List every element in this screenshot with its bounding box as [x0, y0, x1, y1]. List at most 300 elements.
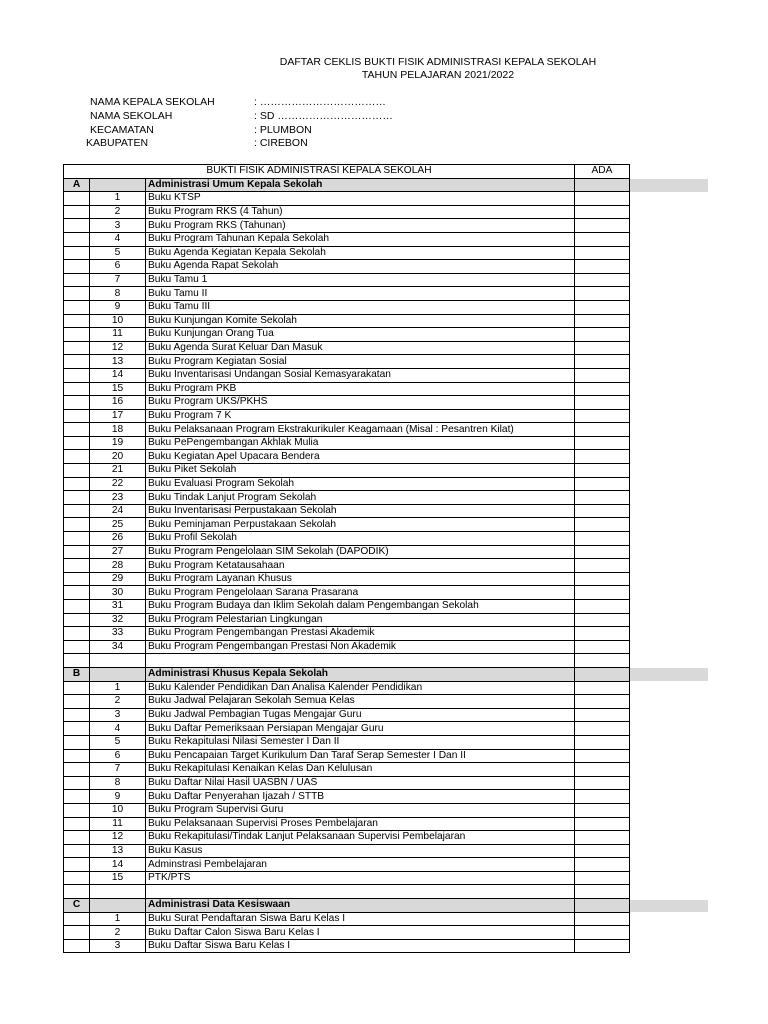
table-row: [64, 246, 630, 260]
row-item: Buku Jadwal Pembagian Tugas Mengajar Guru: [146, 708, 575, 722]
blank-row: [64, 654, 630, 668]
table-row: [64, 314, 630, 328]
header-bukti-fisik: BUKTI FISIK ADMINISTRASI KEPALA SEKOLAH: [64, 165, 575, 179]
row-number: 7: [90, 273, 146, 287]
row-item: Buku Tamu III: [146, 300, 575, 314]
ada-checkbox-cell[interactable]: [575, 803, 630, 817]
row-item: Buku Tindak Lanjut Program Sekolah: [146, 491, 575, 505]
table-row: [64, 613, 630, 627]
row-number: 2: [90, 695, 146, 709]
ada-checkbox-cell[interactable]: [575, 776, 630, 790]
row-item: Buku Program Tahunan Kepala Sekolah: [146, 232, 575, 246]
row-item: Buku Kalender Pendidikan Dan Analisa Kalender Pendidikan: [146, 681, 575, 695]
row-number: 14: [90, 368, 146, 382]
row-code-cell: [64, 409, 90, 423]
row-code-cell: [64, 504, 90, 518]
row-item: Buku Daftar Nilai Hasil UASBN / UAS: [146, 776, 575, 790]
row-number: 9: [90, 300, 146, 314]
ada-checkbox-cell[interactable]: [575, 735, 630, 749]
ada-checkbox-cell[interactable]: [575, 396, 630, 410]
ada-checkbox-cell[interactable]: [575, 572, 630, 586]
row-code-cell: [64, 232, 90, 246]
row-item: Buku Inventarisasi Perpustakaan Sekolah: [146, 504, 575, 518]
ada-checkbox-cell[interactable]: [575, 300, 630, 314]
table-row: [64, 341, 630, 355]
row-code-cell: [64, 341, 90, 355]
ada-checkbox-cell[interactable]: [575, 926, 630, 940]
row-code-cell: [64, 246, 90, 260]
row-number: 1: [90, 912, 146, 926]
row-number: 17: [90, 409, 146, 423]
row-number: 29: [90, 572, 146, 586]
row-number: 21: [90, 464, 146, 478]
ada-checkbox-cell[interactable]: [575, 681, 630, 695]
row-number: 11: [90, 817, 146, 831]
row-number: 8: [90, 776, 146, 790]
row-code-cell: [64, 939, 90, 953]
row-item: Buku Kegiatan Apel Upacara Bendera: [146, 450, 575, 464]
row-code-cell: [64, 871, 90, 885]
row-code-cell: [64, 803, 90, 817]
table-row: [64, 763, 630, 777]
ada-checkbox-cell[interactable]: [575, 532, 630, 546]
table-row: [64, 600, 630, 614]
ada-checkbox-cell[interactable]: [575, 491, 630, 505]
row-code-cell: [64, 219, 90, 233]
table-row: [64, 586, 630, 600]
ada-checkbox-cell[interactable]: [575, 695, 630, 709]
row-number: 13: [90, 355, 146, 369]
info-value-sekolah: : SD ……………………………: [254, 110, 393, 122]
row-item: Buku Program Budaya dan Iklim Sekolah dalam Pengembangan Sekolah: [146, 600, 575, 614]
table-row: [64, 464, 630, 478]
ada-checkbox-cell[interactable]: [575, 450, 630, 464]
row-number: 3: [90, 219, 146, 233]
ada-checkbox-cell[interactable]: [575, 763, 630, 777]
row-number: 30: [90, 586, 146, 600]
info-value-kecamatan: : PLUMBON: [254, 124, 312, 136]
ada-checkbox-cell[interactable]: [575, 246, 630, 260]
row-number: 11: [90, 328, 146, 342]
table-row: [64, 328, 630, 342]
row-item: Buku Program RKS (4 Tahun): [146, 205, 575, 219]
document-subtitle: TAHUN PELAJARAN 2021/2022: [361, 69, 515, 81]
row-number: 10: [90, 803, 146, 817]
row-number: 9: [90, 790, 146, 804]
ada-checkbox-cell[interactable]: [575, 273, 630, 287]
row-item: Buku KTSP: [146, 192, 575, 206]
table-row: [64, 749, 630, 763]
ada-checkbox-cell[interactable]: [575, 600, 630, 614]
ada-checkbox-cell[interactable]: [575, 613, 630, 627]
row-number: 5: [90, 735, 146, 749]
section-code: C: [64, 899, 90, 913]
table-row: [64, 423, 630, 437]
row-item: Buku Program UKS/PKHS: [146, 396, 575, 410]
row-item: Buku Program Layanan Khusus: [146, 572, 575, 586]
section-ada-cell: [575, 178, 630, 192]
row-number: 19: [90, 436, 146, 450]
section-title: Administrasi Khusus Kepala Sekolah: [146, 667, 575, 681]
table-row: [64, 300, 630, 314]
table-row: [64, 735, 630, 749]
row-code-cell: [64, 300, 90, 314]
row-code-cell: [64, 817, 90, 831]
row-code-cell: [64, 912, 90, 926]
blank-cell: [146, 885, 575, 899]
section-spacer: [90, 667, 146, 681]
table-row: [64, 817, 630, 831]
ada-checkbox-cell[interactable]: [575, 831, 630, 845]
ada-checkbox-cell[interactable]: [575, 708, 630, 722]
row-code-cell: [64, 532, 90, 546]
info-value-kabupaten: : CIREBON: [254, 137, 308, 149]
blank-cell: [575, 654, 630, 668]
ada-checkbox-cell[interactable]: [575, 749, 630, 763]
row-item: Buku Program 7 K: [146, 409, 575, 423]
row-number: 8: [90, 287, 146, 301]
row-item: Buku Kunjungan Komite Sekolah: [146, 314, 575, 328]
row-number: 18: [90, 423, 146, 437]
row-item: Buku Tamu 1: [146, 273, 575, 287]
row-item: Buku Program Pengembangan Prestasi Akademik: [146, 627, 575, 641]
row-item: Buku Rekapitulasi/Tindak Lanjut Pelaksanaan Supervisi Pembelajaran: [146, 831, 575, 845]
row-item: Buku Daftar Penyerahan Ijazah / STTB: [146, 790, 575, 804]
row-item: Buku Piket Sekolah: [146, 464, 575, 478]
row-code-cell: [64, 695, 90, 709]
row-item: Buku Daftar Pemeriksaan Persiapan Mengajar Guru: [146, 722, 575, 736]
row-item: Buku Evaluasi Program Sekolah: [146, 477, 575, 491]
row-code-cell: [64, 368, 90, 382]
ada-checkbox-cell[interactable]: [575, 559, 630, 573]
info-label-kepala-sekolah: NAMA KEPALA SEKOLAH: [90, 96, 215, 108]
row-code-cell: [64, 464, 90, 478]
table-header-row: [64, 165, 630, 179]
table-row: [64, 545, 630, 559]
row-item: Buku Jadwal Pelajaran Sekolah Semua Kelas: [146, 695, 575, 709]
row-item: Buku Program Pengembangan Prestasi Non Akademik: [146, 640, 575, 654]
row-code-cell: [64, 763, 90, 777]
ada-checkbox-cell[interactable]: [575, 314, 630, 328]
row-code-cell: [64, 559, 90, 573]
ada-checkbox-cell[interactable]: [575, 858, 630, 872]
document-title: DAFTAR CEKLIS BUKTI FISIK ADMINISTRASI KEPALA SEKOLAH: [279, 56, 597, 68]
row-item: Buku Kunjungan Orang Tua: [146, 328, 575, 342]
row-number: 12: [90, 831, 146, 845]
row-code-cell: [64, 396, 90, 410]
table-row: [64, 232, 630, 246]
row-item: Buku Pelaksanaan Program Ekstrakurikuler Keagamaan (Misal : Pesantren Kilat): [146, 423, 575, 437]
row-code-cell: [64, 844, 90, 858]
row-code-cell: [64, 355, 90, 369]
ada-checkbox-cell[interactable]: [575, 192, 630, 206]
checklist-table: [63, 164, 630, 953]
row-number: 4: [90, 722, 146, 736]
row-item: Buku Profil Sekolah: [146, 532, 575, 546]
blank-cell: [64, 654, 90, 668]
ada-checkbox-cell[interactable]: [575, 409, 630, 423]
section-title: Administrasi Data Kesiswaan: [146, 899, 575, 913]
info-value-kepala-sekolah: : ………………………………: [254, 96, 386, 108]
row-item: Buku Inventarisasi Undangan Sosial Kemasyarakatan: [146, 368, 575, 382]
row-number: 24: [90, 504, 146, 518]
table-row: [64, 532, 630, 546]
row-code-cell: [64, 627, 90, 641]
blank-cell: [90, 885, 146, 899]
row-number: 31: [90, 600, 146, 614]
row-item: Buku Pelaksanaan Supervisi Proses Pembelajaran: [146, 817, 575, 831]
row-code-cell: [64, 722, 90, 736]
row-item: PTK/PTS: [146, 871, 575, 885]
row-item: Buku Program PKB: [146, 382, 575, 396]
table-row: [64, 871, 630, 885]
section-spacer: [90, 178, 146, 192]
section-ada-cell: [575, 899, 630, 913]
ada-checkbox-cell[interactable]: [575, 464, 630, 478]
row-code-cell: [64, 328, 90, 342]
ada-checkbox-cell[interactable]: [575, 287, 630, 301]
row-number: 28: [90, 559, 146, 573]
row-code-cell: [64, 681, 90, 695]
table-row: [64, 192, 630, 206]
row-item: Adminstrasi Pembelajaran: [146, 858, 575, 872]
row-number: 2: [90, 926, 146, 940]
row-number: 4: [90, 232, 146, 246]
ada-checkbox-cell[interactable]: [575, 518, 630, 532]
table-row: [64, 790, 630, 804]
ada-checkbox-cell[interactable]: [575, 640, 630, 654]
row-item: Buku Program Pengelolaan SIM Sekolah (DAPODIK): [146, 545, 575, 559]
blank-cell: [575, 885, 630, 899]
row-item: Buku Program Supervisi Guru: [146, 803, 575, 817]
ada-checkbox-cell[interactable]: [575, 477, 630, 491]
section-row: [64, 899, 630, 913]
ada-checkbox-cell[interactable]: [575, 817, 630, 831]
ada-checkbox-cell[interactable]: [575, 586, 630, 600]
row-code-cell: [64, 831, 90, 845]
ada-checkbox-cell[interactable]: [575, 232, 630, 246]
row-number: 15: [90, 382, 146, 396]
row-item: Buku PePengembangan Akhlak Mulia: [146, 436, 575, 450]
row-code-cell: [64, 572, 90, 586]
table-row: [64, 858, 630, 872]
row-number: 10: [90, 314, 146, 328]
table-row: [64, 640, 630, 654]
table-row: [64, 844, 630, 858]
row-code-cell: [64, 436, 90, 450]
ada-checkbox-cell[interactable]: [575, 382, 630, 396]
ada-checkbox-cell[interactable]: [575, 205, 630, 219]
ada-checkbox-cell[interactable]: [575, 939, 630, 953]
row-number: 16: [90, 396, 146, 410]
section-shading: [630, 179, 708, 192]
row-number: 15: [90, 871, 146, 885]
row-code-cell: [64, 735, 90, 749]
info-label-kecamatan: KECAMATAN: [90, 124, 154, 136]
row-number: 2: [90, 205, 146, 219]
table-row: [64, 518, 630, 532]
ada-checkbox-cell[interactable]: [575, 423, 630, 437]
row-code-cell: [64, 491, 90, 505]
row-code-cell: [64, 640, 90, 654]
row-code-cell: [64, 586, 90, 600]
row-number: 33: [90, 627, 146, 641]
row-code-cell: [64, 518, 90, 532]
row-code-cell: [64, 926, 90, 940]
table-row: [64, 572, 630, 586]
row-code-cell: [64, 613, 90, 627]
row-number: 12: [90, 341, 146, 355]
row-item: Buku Rekapitulasi Nilasi Semester I Dan II: [146, 735, 575, 749]
row-code-cell: [64, 776, 90, 790]
table-row: [64, 382, 630, 396]
row-item: Buku Rekapitulasi Kenaikan Kelas Dan Kelulusan: [146, 763, 575, 777]
table-row: [64, 926, 630, 940]
ada-checkbox-cell[interactable]: [575, 219, 630, 233]
table-row: [64, 627, 630, 641]
row-item: Buku Daftar Calon Siswa Baru Kelas I: [146, 926, 575, 940]
row-code-cell: [64, 382, 90, 396]
row-number: 32: [90, 613, 146, 627]
row-number: 27: [90, 545, 146, 559]
ada-checkbox-cell[interactable]: [575, 355, 630, 369]
row-code-cell: [64, 260, 90, 274]
blank-cell: [90, 654, 146, 668]
row-number: 34: [90, 640, 146, 654]
blank-cell: [146, 654, 575, 668]
row-number: 25: [90, 518, 146, 532]
row-number: 1: [90, 681, 146, 695]
section-spacer: [90, 899, 146, 913]
table-row: [64, 396, 630, 410]
row-code-cell: [64, 205, 90, 219]
ada-checkbox-cell[interactable]: [575, 722, 630, 736]
ada-checkbox-cell[interactable]: [575, 341, 630, 355]
ada-checkbox-cell[interactable]: [575, 844, 630, 858]
row-item: Buku Daftar Siswa Baru Kelas I: [146, 939, 575, 953]
row-number: 1: [90, 192, 146, 206]
table-row: [64, 831, 630, 845]
ada-checkbox-cell[interactable]: [575, 328, 630, 342]
row-code-cell: [64, 477, 90, 491]
table-row: [64, 559, 630, 573]
row-item: Buku Program Pengelolaan Sarana Prasarana: [146, 586, 575, 600]
table-row: [64, 695, 630, 709]
row-item: Buku Tamu II: [146, 287, 575, 301]
table-row: [64, 803, 630, 817]
table-row: [64, 912, 630, 926]
row-number: 6: [90, 749, 146, 763]
section-code: A: [64, 178, 90, 192]
ada-checkbox-cell[interactable]: [575, 871, 630, 885]
row-number: 3: [90, 939, 146, 953]
row-item: Buku Agenda Rapat Sekolah: [146, 260, 575, 274]
info-label-kabupaten: KABUPATEN: [86, 137, 149, 149]
row-code-cell: [64, 423, 90, 437]
row-number: 14: [90, 858, 146, 872]
row-number: 5: [90, 246, 146, 260]
table-row: [64, 504, 630, 518]
table-row: [64, 681, 630, 695]
table-row: [64, 708, 630, 722]
row-number: 13: [90, 844, 146, 858]
section-ada-cell: [575, 667, 630, 681]
row-item: Buku Surat Pendaftaran Siswa Baru Kelas I: [146, 912, 575, 926]
table-row: [64, 287, 630, 301]
row-item: Buku Pencapaian Target Kurikulum Dan Taraf Serap Semester I Dan II: [146, 749, 575, 763]
table-row: [64, 450, 630, 464]
row-code-cell: [64, 749, 90, 763]
row-number: 6: [90, 260, 146, 274]
row-code-cell: [64, 790, 90, 804]
ada-checkbox-cell[interactable]: [575, 912, 630, 926]
ada-checkbox-cell[interactable]: [575, 627, 630, 641]
row-number: 20: [90, 450, 146, 464]
row-code-cell: [64, 273, 90, 287]
row-code-cell: [64, 192, 90, 206]
row-item: Buku Peminjaman Perpustakaan Sekolah: [146, 518, 575, 532]
section-shading: [630, 668, 708, 681]
blank-cell: [64, 885, 90, 899]
row-code-cell: [64, 708, 90, 722]
row-item: Buku Program RKS (Tahunan): [146, 219, 575, 233]
table-row: [64, 205, 630, 219]
table-row: [64, 939, 630, 953]
table-row: [64, 491, 630, 505]
table-row: [64, 409, 630, 423]
table-row: [64, 260, 630, 274]
row-item: Buku Kasus: [146, 844, 575, 858]
row-code-cell: [64, 858, 90, 872]
section-title: Administrasi Umum Kepala Sekolah: [146, 178, 575, 192]
section-shading: [630, 900, 708, 913]
table-row: [64, 273, 630, 287]
ada-checkbox-cell[interactable]: [575, 436, 630, 450]
row-number: 23: [90, 491, 146, 505]
row-item: Buku Agenda Kegiatan Kepala Sekolah: [146, 246, 575, 260]
section-code: B: [64, 667, 90, 681]
row-code-cell: [64, 600, 90, 614]
table-row: [64, 355, 630, 369]
header-ada: ADA: [575, 165, 630, 179]
section-row: [64, 178, 630, 192]
ada-checkbox-cell[interactable]: [575, 545, 630, 559]
row-code-cell: [64, 314, 90, 328]
row-number: 3: [90, 708, 146, 722]
row-number: 22: [90, 477, 146, 491]
section-row: [64, 667, 630, 681]
row-number: 26: [90, 532, 146, 546]
ada-checkbox-cell[interactable]: [575, 504, 630, 518]
row-item: Buku Program Ketatausahaan: [146, 559, 575, 573]
ada-checkbox-cell[interactable]: [575, 368, 630, 382]
info-label-sekolah: NAMA SEKOLAH: [90, 110, 173, 122]
row-number: 7: [90, 763, 146, 777]
table-row: [64, 477, 630, 491]
row-code-cell: [64, 450, 90, 464]
table-row: [64, 436, 630, 450]
table-row: [64, 368, 630, 382]
table-row: [64, 219, 630, 233]
ada-checkbox-cell[interactable]: [575, 260, 630, 274]
row-item: Buku Program Pelestarian Lingkungan: [146, 613, 575, 627]
table-row: [64, 722, 630, 736]
row-item: Buku Agenda Surat Keluar Dan Masuk: [146, 341, 575, 355]
row-code-cell: [64, 287, 90, 301]
ada-checkbox-cell[interactable]: [575, 790, 630, 804]
row-code-cell: [64, 545, 90, 559]
blank-row: [64, 885, 630, 899]
